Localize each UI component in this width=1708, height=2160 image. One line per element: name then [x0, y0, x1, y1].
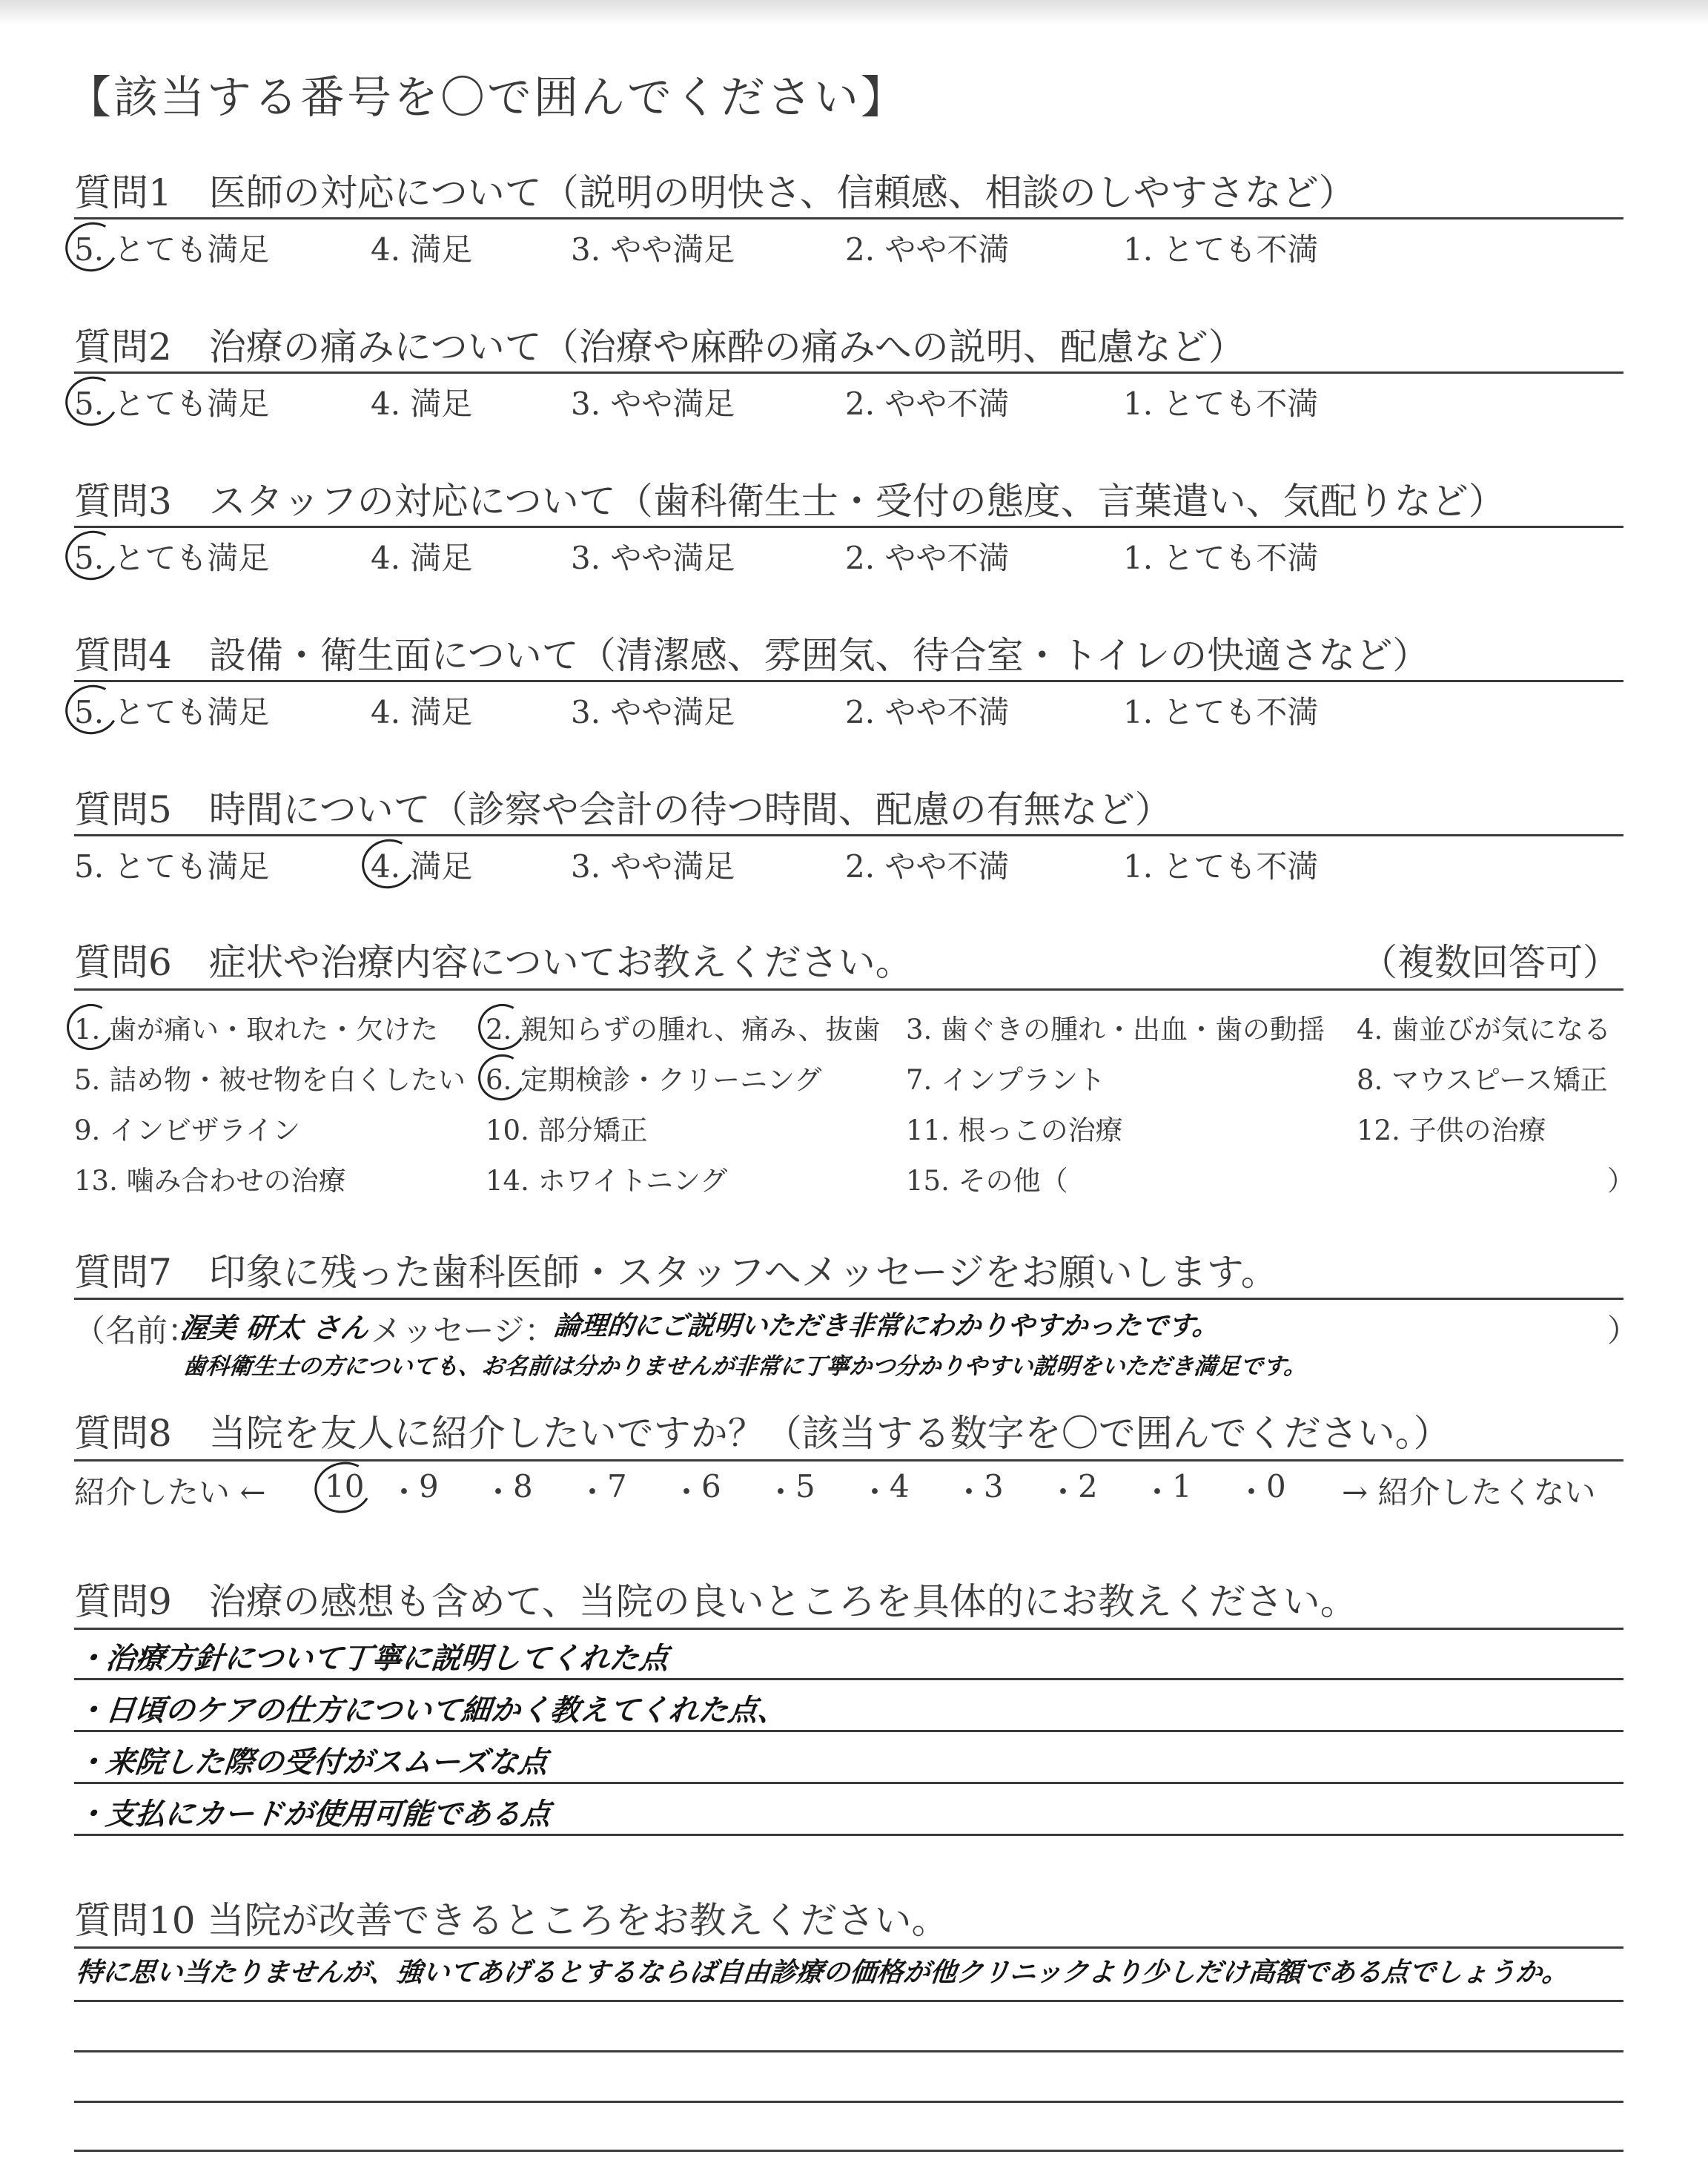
rating-option: 5. とても満足: [74, 540, 270, 576]
q7-message-line2: 歯科衛生士の方についても、お名前は分かりませんが非常に丁寧かつ分かりやすい説明をいただき満足です。: [182, 1353, 1308, 1380]
q7-message-line1: 論理的にご説明いただき非常にわかりやすかったです。: [552, 1311, 1221, 1341]
rating-option: 2. やや不満: [845, 694, 1010, 730]
q9-line: [74, 1678, 1623, 1680]
q8-scale-number: 7: [607, 1468, 627, 1505]
q9-answer: ・来院した際の受付がスムーズな点: [74, 1745, 550, 1780]
rating-option: 2. やや不満: [845, 231, 1010, 268]
q6-option: 4. 歯並びが気になる: [1357, 1014, 1612, 1046]
q9-rule: [74, 1628, 1623, 1630]
selected-circle: [309, 1456, 378, 1519]
q8-title: 質問8 当院を友人に紹介したいですか？（該当する数字を〇で囲んでください。）: [74, 1412, 1451, 1455]
rating-option: 4. 満足: [371, 540, 473, 576]
q9-line: [74, 1782, 1623, 1784]
rating-option: 2. やや不満: [845, 540, 1010, 576]
question-rule: [74, 526, 1623, 528]
q6-option: 14. ホワイトニング: [486, 1165, 728, 1197]
q8-scale-dot: ・: [671, 1474, 703, 1510]
question-title: 質問5 時間について（診察や会計の待つ時間、配慮の有無など）: [74, 788, 1172, 831]
rating-option: 3. やや満足: [571, 540, 735, 576]
form-header: 【該当する番号を〇で囲んでください】: [67, 72, 907, 124]
q7-rule: [74, 1298, 1623, 1300]
rating-option: 4. 満足: [371, 848, 473, 885]
question-title: 質問2 治療の痛みについて（治療や麻酔の痛みへの説明、配慮など）: [74, 326, 1245, 369]
rating-option: 1. とても不満: [1123, 540, 1319, 576]
q10-title: 質問10 当院が改善できるところをお教えください。: [74, 1899, 949, 1942]
q7-message-label: メッセージ：: [371, 1312, 556, 1349]
q8-scale-dot: ・: [483, 1474, 514, 1510]
q6-option: 5. 詰め物・被せ物を白くしたい: [74, 1064, 466, 1096]
rating-option: 5. とても満足: [74, 386, 270, 422]
q6-option: 9. インビザライン: [74, 1114, 300, 1146]
question-rule: [74, 834, 1623, 836]
q8-scale-dot: ・: [577, 1474, 609, 1510]
q7-close-paren: ）: [1607, 1312, 1639, 1349]
q10-line: [74, 2000, 1623, 2002]
q8-scale-number: 0: [1266, 1468, 1286, 1505]
q10-line: [74, 2050, 1623, 2052]
q6-option: 7. インプラント: [906, 1064, 1106, 1096]
q9-answer: ・日頃のケアの仕方について細かく教えてくれた点、: [74, 1694, 790, 1728]
q6-rule: [74, 988, 1623, 991]
q7-name-label: （名前：: [74, 1312, 199, 1349]
q10-line: [74, 2101, 1623, 2103]
q8-scale-dot: ・: [1236, 1474, 1268, 1510]
question-rule: [74, 371, 1623, 374]
q6-option: 1. 歯が痛い・取れた・欠けた: [74, 1014, 439, 1046]
rating-option: 4. 満足: [371, 694, 473, 730]
q8-left-label: 紹介したい ←: [74, 1474, 266, 1510]
scan-edge: [0, 0, 1708, 25]
q10-line: [74, 2150, 1623, 2152]
rating-option: 5. とても満足: [74, 231, 270, 268]
q8-scale-number: 8: [513, 1468, 533, 1505]
q6-option: 3. 歯ぐきの腫れ・出血・歯の動揺: [906, 1014, 1325, 1046]
rating-option: 1. とても不満: [1123, 386, 1319, 422]
q8-scale-number: 1: [1172, 1468, 1192, 1505]
rating-option: 3. やや満足: [571, 848, 735, 885]
rating-option: 3. やや満足: [571, 386, 735, 422]
rating-option: 3. やや満足: [571, 231, 735, 268]
q8-scale-dot: ・: [953, 1474, 985, 1510]
q6-title: 質問6 症状や治療内容についてお教えください。: [74, 941, 913, 984]
q6-option: 8. マウスピース矯正: [1357, 1064, 1608, 1096]
q6-option: 12. 子供の治療: [1357, 1114, 1546, 1146]
q8-scale-number: 10: [325, 1468, 365, 1505]
q6-option: 2. 親知らずの腫れ、痛み、抜歯: [486, 1014, 881, 1046]
q8-scale-dot: ・: [859, 1474, 891, 1510]
q7-name-value: 渥美 研太 さん: [178, 1312, 371, 1344]
rating-option: 3. やや満足: [571, 694, 735, 730]
rating-option: 4. 満足: [371, 386, 473, 422]
q6-option: 13. 噛み合わせの治療: [74, 1165, 346, 1197]
q8-scale-dot: ・: [388, 1474, 420, 1510]
q6-option: ）: [1607, 1165, 1635, 1197]
question-title: 質問4 設備・衛生面について（清潔感、雰囲気、待合室・トイレの快適さなど）: [74, 634, 1430, 677]
q10-answer: 特に思い当たりませんが、強いてあげるとするならば自由診療の価格が他クリニックより少しだけ高額である点でしょうか。: [74, 1958, 1571, 1988]
question-title: 質問3 スタッフの対応について（歯科衛生士・受付の態度、言葉遣い、気配りなど）: [74, 480, 1506, 523]
q9-line: [74, 1730, 1623, 1732]
q6-option: 10. 部分矯正: [486, 1114, 648, 1146]
q8-scale-dot: ・: [1047, 1474, 1079, 1510]
question-title: 質問1 医師の対応について（説明の明快さ、信頼感、相談のしやすさなど）: [74, 171, 1356, 214]
q6-note: （複数回答可）: [1360, 941, 1620, 984]
question-rule: [74, 217, 1623, 219]
q8-scale-number: 2: [1078, 1468, 1098, 1505]
rating-option: 1. とても不満: [1123, 694, 1319, 730]
rating-option: 2. やや不満: [845, 386, 1010, 422]
rating-option: 5. とても満足: [74, 848, 270, 885]
q9-answer: ・支払にカードが使用可能である点: [74, 1797, 553, 1832]
q8-scale-number: 9: [419, 1468, 439, 1505]
q9-line: [74, 1834, 1623, 1836]
q6-option: 11. 根っこの治療: [906, 1114, 1123, 1146]
rating-option: 1. とても不満: [1123, 848, 1319, 885]
rating-option: 4. 満足: [371, 231, 473, 268]
q6-option: 15. その他（: [906, 1165, 1068, 1197]
q8-scale-number: 5: [795, 1468, 815, 1505]
q8-scale-dot: ・: [765, 1474, 797, 1510]
q9-title: 質問9 治療の感想も含めて、当院の良いところを具体的にお教えください。: [74, 1580, 1357, 1623]
q8-scale-number: 4: [890, 1468, 910, 1505]
q8-scale-number: 6: [701, 1468, 721, 1505]
question-rule: [74, 680, 1623, 682]
rating-option: 1. とても不満: [1123, 231, 1319, 268]
q9-answer: ・治療方針について丁寧に説明してくれた点: [74, 1642, 671, 1676]
rating-option: 2. やや不満: [845, 848, 1010, 885]
q10-rule: [74, 1946, 1623, 1949]
q8-scale-number: 3: [984, 1468, 1004, 1505]
q8-right-label: → 紹介したくない: [1342, 1474, 1596, 1510]
q6-option: 6. 定期検診・クリーニング: [486, 1064, 822, 1096]
rating-option: 5. とても満足: [74, 694, 270, 730]
q7-title: 質問7 印象に残った歯科医師・スタッフへメッセージをお願いします。: [74, 1251, 1278, 1294]
q8-scale-dot: ・: [1142, 1474, 1174, 1510]
q8-rule: [74, 1459, 1623, 1462]
